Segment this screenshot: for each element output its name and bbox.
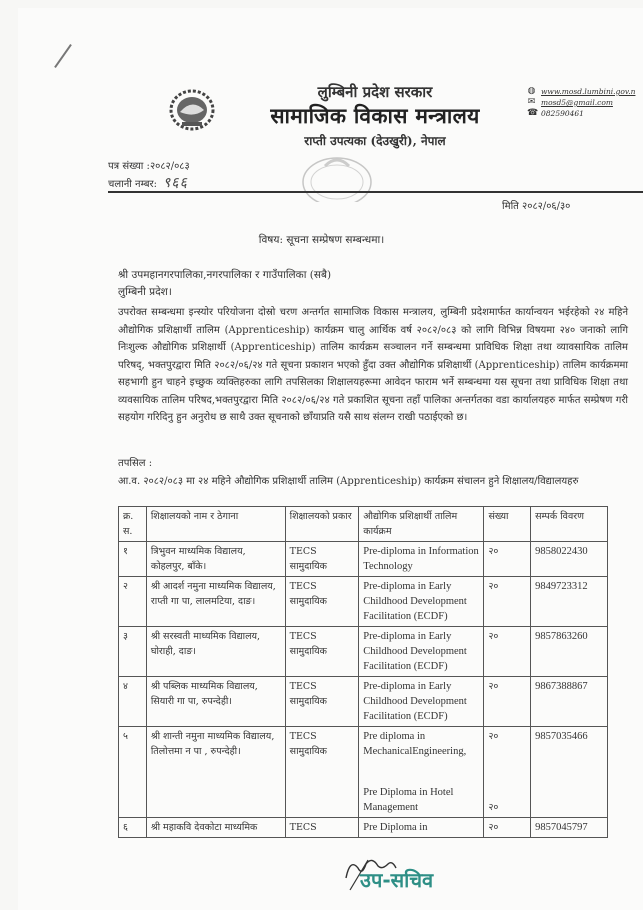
letter-number-label: पत्र संख्या :	[108, 161, 150, 172]
pen-mark	[54, 44, 72, 68]
cell-sn: ५	[119, 727, 147, 818]
website-row	[527, 86, 635, 97]
cell-contact: 9857863260	[531, 627, 608, 677]
email-link[interactable]: mosd5@gmail.com	[541, 98, 613, 107]
header-count: संख्या	[484, 507, 531, 542]
addressee-line-1: श्री उपमहानगरपालिका,नगरपालिका र गाउँपालिका (सबै)	[118, 269, 332, 281]
email-row	[527, 97, 635, 108]
cell-name: त्रिभुवन माध्यमिक विद्यालय, कोहलपुर, बाँके।	[146, 542, 285, 577]
nepal-emblem-icon	[168, 88, 216, 132]
cell-type: TECS सामुदायिक	[285, 627, 359, 677]
table-header-row	[119, 507, 608, 542]
cell-contact: 9857035466	[531, 727, 608, 818]
table-row	[119, 577, 608, 627]
letter-number: २०८२/०८३	[149, 161, 190, 172]
cell-count: २०	[484, 818, 531, 838]
program-2: Pre Diploma in Hotel Management	[363, 787, 454, 813]
cell-contact: 9857045797	[531, 818, 608, 838]
mail-icon: ✉	[527, 97, 536, 107]
count-2: २०	[488, 802, 499, 813]
cell-name: श्री पब्लिक माध्यमिक विद्यालय, सियारी गा पा, रुपन्देही।	[146, 677, 285, 727]
cell-count: २०	[484, 677, 531, 727]
cell-count: २०	[484, 627, 531, 677]
office-stamp	[300, 152, 374, 202]
cell-sn: २	[119, 577, 147, 627]
letter-subject: विषय: सूचना सम्प्रेषण सम्बन्धमा।	[258, 234, 385, 246]
cell-program: Pre-diploma in Information Technology	[359, 542, 484, 577]
cell-name: श्री शान्ती नमुना माध्यमिक विद्यालय, तिलोत्तमा न पा , रुपन्देही।	[146, 727, 285, 818]
letter-date: मिति २०८२/०६/३०	[502, 201, 571, 212]
dispatch-number-label: चलानी नम्बर:	[108, 179, 158, 190]
website-link[interactable]: www.mosd.lumbini.gov.n	[541, 87, 636, 96]
count-1: २०	[488, 731, 499, 742]
cell-count: २०	[484, 542, 531, 577]
government-name: लुम्बिनी प्रदेश सरकार	[317, 83, 433, 101]
cell-program: Pre-diploma in Early Childhood Development Facilitation (ECDF)	[359, 627, 484, 677]
cell-contact: 9849723312	[531, 577, 608, 627]
reference-block	[108, 158, 190, 193]
table-row	[119, 627, 608, 677]
cell-type: TECS	[285, 818, 359, 838]
cell-count	[484, 727, 531, 818]
cell-program: Pre Diploma in	[359, 818, 484, 838]
addressee	[118, 267, 331, 301]
header-type: शिक्षालयको प्रकार	[285, 507, 359, 542]
cell-program	[359, 727, 484, 818]
letter-body: उपरोक्त सम्बन्धमा इन्स्योर परियोजना दोस्रो चरण अन्तर्गत सामाजिक विकास मन्त्रालय, लुम्बिनी प्रदेशमार्फत कार्यान्वयन भईरहेको २४ महिने औद्योगिक प्रशिक्षार्थी तालिम (Apprenticeship) कार्यक्रम चालु आर्थिक वर्ष २०८२/०८३ को लागि विभिन्न विषयमा २४० जनाको लागि निःशुल्क औद्योगिक प्रशिक्षार्थी (Apprenticeship) तालिम कार्यक्रम सञ्चालन गर्ने सम्बन्धमा प्राविधिक शिक्षा तथा व्यावसायिक तालिम परिषद्, भक्तपुरद्वारा मिति २०८२/०६/२४ गते सूचना प्रकाशन भएको हुँदा उक्त औद्योगिक प्रशिक्षार्थी (Apprenticeship) तालिम कार्यक्रममा सहभागी हुन चाहने इच्छुक व्यक्तिहरुका लागि तपसिलका शिक्षालयहरूमा आवेदन फाराम भर्ने सम्बन्धमा यस सूचना तथा प्राविधिक शिक्षा तथा व्यवसायिक तालिम परिषद,भक्तपुरद्वारा मिति २०८२/०६/२४ गते प्रकाशित सूचना तहाँ पालिका अन्तर्गतका वडा कार्यालयहरु मार्फत सम्प्रेषण गरी सहयोग गरिदिनु हुन अनुरोध छ साथै उक्त सूचनाको छाँयाप्रति यसै साथ संलग्न राखी पठाईएको छ।	[118, 307, 628, 423]
globe-icon: ◍	[527, 86, 536, 96]
cell-program: Pre-diploma in Early Childhood Development Facilitation (ECDF)	[359, 677, 484, 727]
cell-name: श्री आदर्श नमुना माध्यमिक विद्यालय, राप्ती गा पा, लालमटिया, दाङ।	[146, 577, 285, 627]
header-contact: सम्पर्क विवरण	[531, 507, 608, 542]
table-intro: आ.व. २०८२/०८३ मा २४ महिने औद्योगिक प्रशिक्षार्थी तालिम (Apprenticeship) कार्यक्रम संचालन हुने शिक्षालय/विद्यालयहरु	[118, 476, 579, 487]
tapasil-label: तपसिल :	[118, 458, 153, 469]
schools-table	[118, 506, 608, 838]
table-row	[119, 542, 608, 577]
header-divider	[108, 191, 643, 193]
signatory-title: उप-सचिव	[360, 868, 434, 892]
header-sn: क्र. स.	[119, 507, 147, 542]
cell-sn: ६	[119, 818, 147, 838]
ministry-name: सामाजिक विकास मन्त्रालय	[270, 103, 480, 128]
cell-type: TECS सामुदायिक	[285, 677, 359, 727]
cell-sn: ४	[119, 677, 147, 727]
ministry-address: राप्ती उपत्यका (देउखुरी), नेपाल	[304, 134, 446, 148]
program-1: Pre diploma in MechanicalEngineering,	[363, 731, 467, 757]
phone-number: 082590461	[541, 109, 584, 118]
cell-type: TECS सामुदायिक	[285, 727, 359, 818]
header-name: शिक्षालयको नाम र ठेगाना	[146, 507, 285, 542]
contact-block	[527, 86, 635, 119]
phone-icon: ☎	[527, 108, 539, 118]
addressee-line-2: लुम्बिनी प्रदेश।	[118, 286, 172, 298]
table-row	[119, 818, 608, 838]
cell-name: श्री सरस्वती माध्यमिक विद्यालय, घोराही, दाङ।	[146, 627, 285, 677]
table-row	[119, 677, 608, 727]
table-row	[119, 727, 608, 818]
header-program: औद्योगिक प्रशिक्षार्थी तालिम कार्यक्रम	[359, 507, 484, 542]
cell-sn: १	[119, 542, 147, 577]
letter-number-row	[108, 158, 190, 175]
letterhead	[230, 82, 520, 149]
dispatch-number: ९६६	[163, 175, 188, 191]
cell-count: २०	[484, 577, 531, 627]
cell-program: Pre-diploma in Early Childhood Development Facilitation (ECDF)	[359, 577, 484, 627]
cell-type: TECS सामुदायिक	[285, 542, 359, 577]
cell-name: श्री महाकवि देवकोटा माध्यमिक	[146, 818, 285, 838]
cell-sn: ३	[119, 627, 147, 677]
phone-row	[527, 108, 635, 119]
cell-contact: 9858022430	[531, 542, 608, 577]
cell-type: TECS सामुदायिक	[285, 577, 359, 627]
cell-contact: 9867388867	[531, 677, 608, 727]
